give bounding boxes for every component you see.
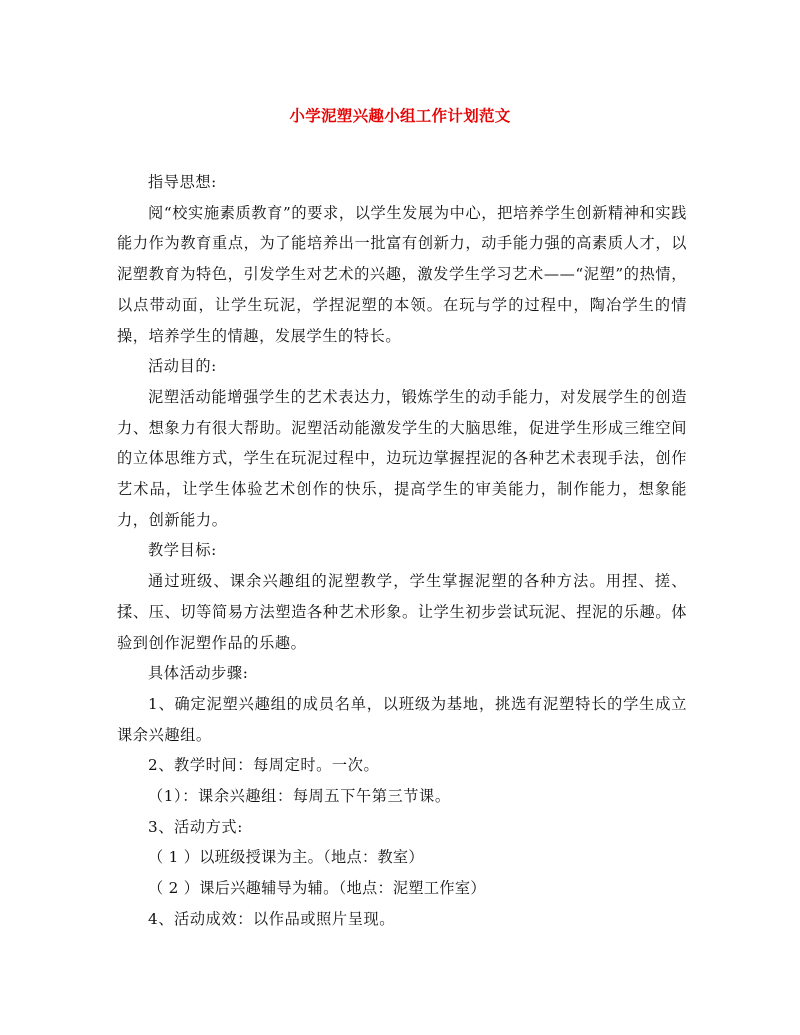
heading-teaching-goals: 教学目标: [148, 541, 217, 560]
step-1: 1、确定泥塑兴趣组的成员名单，以班级为基地，挑选有泥塑特长的学生成立课余兴趣组。 [117, 694, 687, 744]
heading-guiding-idea: 指导思想: [148, 173, 217, 191]
step-4: 4、活动成效：以作品或照片呈现。 [148, 909, 396, 928]
paragraph-activity-purpose: 泥塑活动能增强学生的艺术表达力，锻炼学生的动手能力，对发展学生的创造力、想象力有很大帮助。泥塑活动能激发学生的大脑思维，促进学生形成三维空间的立体思维方式，学生在玩泥过程中，边玩边掌握捏泥的各种艺术表现手法，创作艺术品，让学生体验艺术创作的快乐，提高学生的审美能力，制作能力，想象能力，创新能力。 [117, 387, 687, 529]
document-title: 小学泥塑兴趣小组工作计划范文 [289, 106, 511, 125]
step-3-item-1: （ 1 ）以班级授课为主。（地点：教室） [148, 848, 424, 867]
document-body [117, 167, 687, 935]
paragraph-teaching-goals: 通过班级、课余兴趣组的泥塑教学，学生掌握泥塑的各种方法。用捏、搓、揉、压、切等简易方法塑造各种艺术形象。让学生初步尝试玩泥、捏泥的乐趣。体验到创作泥塑作品的乐趣。 [117, 572, 687, 652]
step-2: 2、教学时间：每周定时。一次。 [148, 756, 380, 775]
step-3-item-2: （ 2 ）课后兴趣辅导为辅。（地点：泥塑工作室） [148, 879, 486, 898]
paragraph-guiding-idea: 阅“校实施素质教育”的要求，以学生发展为中心，把培养学生创新精神和实践能力作为教育重点，为了能培养出一批富有创新力，动手能力强的高素质人才，以泥塑教育为特色，引发学生对艺术的兴趣，激发学生学习艺术——“泥塑”的热情，以点带动面，让学生玩泥，学捏泥塑的本领。在玩与学的过程中，陶冶学生的情操，培养学生的情趣，发展学生的特长。 [117, 203, 687, 345]
step-3: 3、活动方式: [148, 817, 243, 836]
heading-activity-steps: 具体活动步骤: [148, 664, 249, 683]
step-2-detail: （1）：课余兴趣组：每周五下午第三节课。 [148, 787, 451, 806]
heading-activity-purpose: 活动目的: [148, 357, 217, 376]
